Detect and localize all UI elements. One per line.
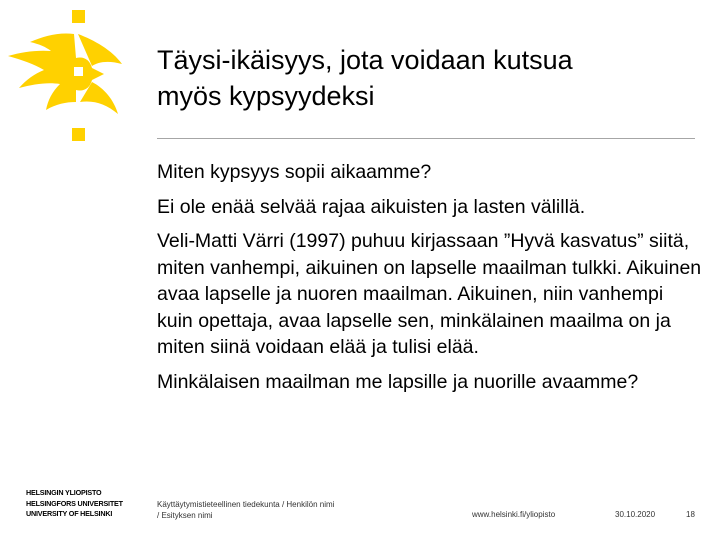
university-name	[26, 488, 123, 520]
footer-faculty-line-1: Käyttäytymistieteellinen tiedekunta / Henkilön nimi	[157, 500, 335, 509]
body-paragraph-1: Miten kypsyys sopii aikaamme?	[157, 161, 432, 183]
university-name-en: UNIVERSITY OF HELSINKI	[26, 509, 113, 518]
slide-title-line-1: Täysi-ikäisyys, jota voidaan kutsua	[157, 45, 573, 75]
footer-faculty	[157, 499, 334, 521]
footer-page-number: 18	[686, 510, 695, 519]
slide-body	[157, 159, 702, 403]
footer-date: 30.10.2020	[615, 510, 656, 519]
slide-title	[157, 42, 697, 114]
body-paragraph-3: Veli-Matti Värri (1997) puhuu kirjassaan ”Hyvä kasvatus” siitä, miten vanhempi, aikuinen on lapselle maailman tulkki. Aikuinen avaa lapselle ja nuoren maailman. Aikuinen, niin vanhempi kuin opettaja, avaa lapselle sen, minkälainen maailma on ja miten siinä voidaan elää ja tulisi elää.	[157, 230, 702, 358]
university-name-fi: HELSINGIN YLIOPISTO	[26, 488, 102, 497]
footer-url: www.helsinki.fi/yliopisto	[472, 510, 556, 519]
slide-title-line-2: myös kypsyydeksi	[157, 81, 375, 111]
body-paragraph-4: Minkälaisen maailman me lapsille ja nuorille avaamme?	[157, 370, 639, 393]
body-paragraph-2: Ei ole enää selvää rajaa aikuisten ja lasten välillä.	[157, 195, 586, 218]
footer-faculty-line-2: / Esityksen nimi	[157, 511, 213, 520]
university-name-sv: HELSINGFORS UNIVERSITET	[26, 498, 123, 508]
title-divider	[157, 138, 695, 139]
university-flame-logo-icon	[4, 4, 124, 144]
